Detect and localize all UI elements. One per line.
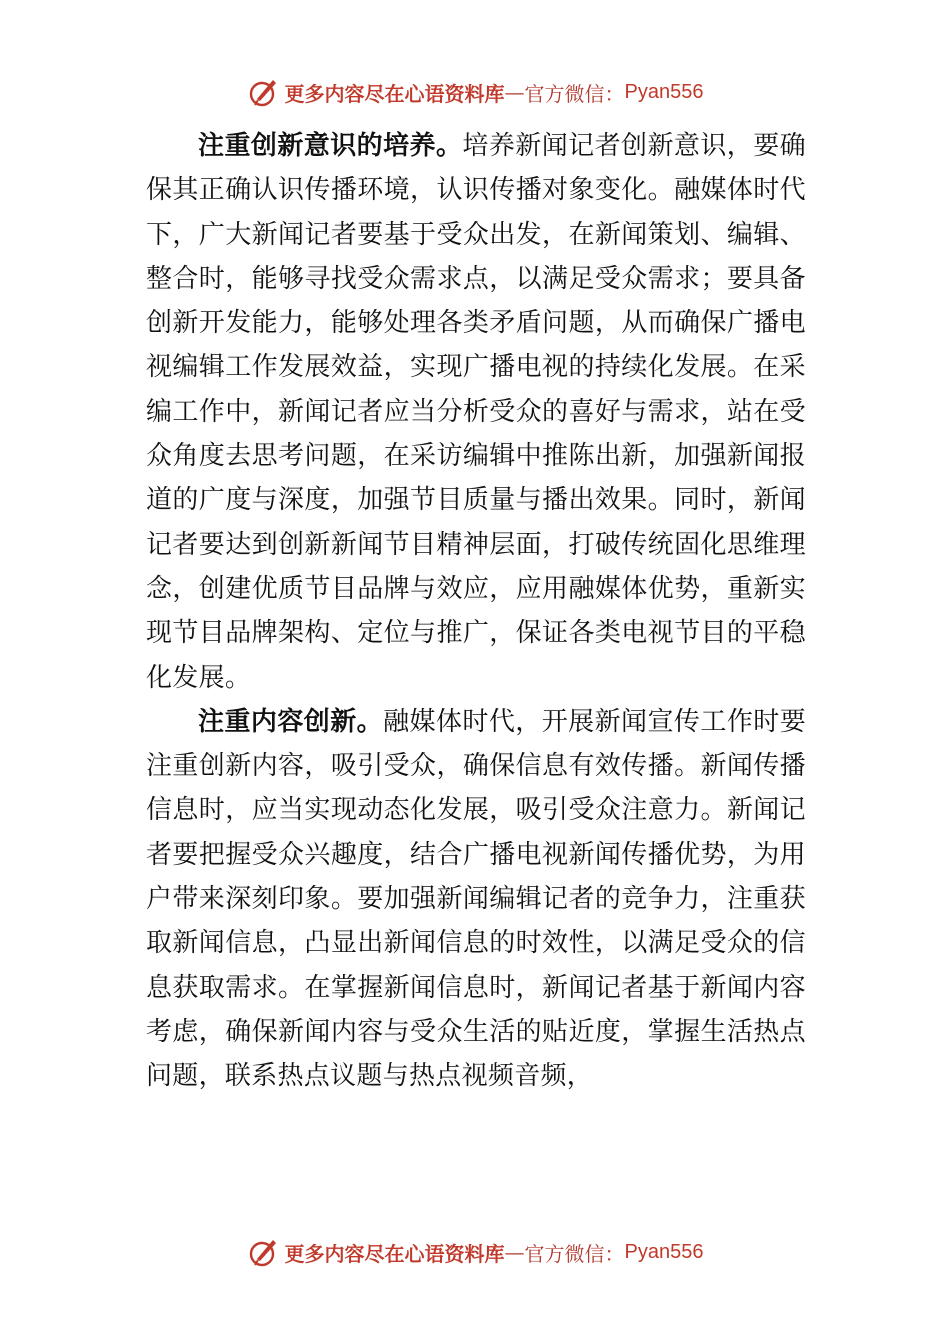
banner-wechat-id: Pyan556	[624, 80, 704, 103]
paragraph-lead: 注重创新意识的培养。	[198, 131, 463, 161]
quill-logo-icon	[247, 1235, 281, 1269]
banner-site-text: 更多内容尽在心语资料库	[284, 81, 505, 106]
banner-separator: —	[504, 80, 525, 104]
paragraph-text: 培养新闻记者创新意识，要确保其正确认识传播环境，认识传播对象变化。融媒体时代下，广大新闻记者要基于受众出发，在新闻策划、编辑、整合时，能够寻找受众需求点，以满足受众需求；要具备创新开发能力，能够处理各类矛盾问题，从而确保广播电视编辑工作发展效益，实现广播电视的持续化发展。在采编工作中，新闻记者应当分析受众的喜好与需求，站在受众角度去思考问题，在采访编辑中推陈出新，加强新闻报道的广度与深度，加强节目质量与播出效果。同时，新闻记者要达到创新新闻节目精神层面，打破传统固化思维理念，创建优质节目品牌与效应，应用融媒体优势，重新实现节目品牌架构、定位与推广，保证各类电视节目的平稳化发展。	[146, 131, 806, 693]
paragraph-content-innovation	[146, 700, 806, 1099]
banner-site-text: 更多内容尽在心语资料库	[284, 1241, 505, 1266]
header-banner	[0, 72, 950, 112]
banner-separator: —	[504, 1240, 525, 1264]
paragraph-text: 融媒体时代，开展新闻宣传工作时要注重创新内容，吸引受众，确保信息有效传播。新闻传播信息时，应当实现动态化发展，吸引受众注意力。新闻记者要把握受众兴趣度，结合广播电视新闻传播优势，为用户带来深刻印象。要加强新闻编辑记者的竞争力，注重获取新闻信息，凸显出新闻信息的时效性，以满足受众的信息获取需求。在掌握新闻信息时，新闻记者基于新闻内容考虑，确保新闻内容与受众生活的贴近度，掌握生活热点问题，联系热点议题与热点视频音频，	[146, 706, 806, 1092]
document-body	[146, 124, 806, 1099]
banner-wechat-label: 官方微信：	[524, 81, 625, 106]
paragraph-lead: 注重内容创新。	[198, 706, 384, 737]
banner-wechat-label: 官方微信：	[524, 1241, 625, 1266]
footer-banner	[0, 1232, 950, 1272]
paragraph-innovation-awareness	[146, 124, 806, 700]
quill-logo-icon	[247, 75, 281, 109]
banner-wechat-id: Pyan556	[624, 1240, 704, 1263]
